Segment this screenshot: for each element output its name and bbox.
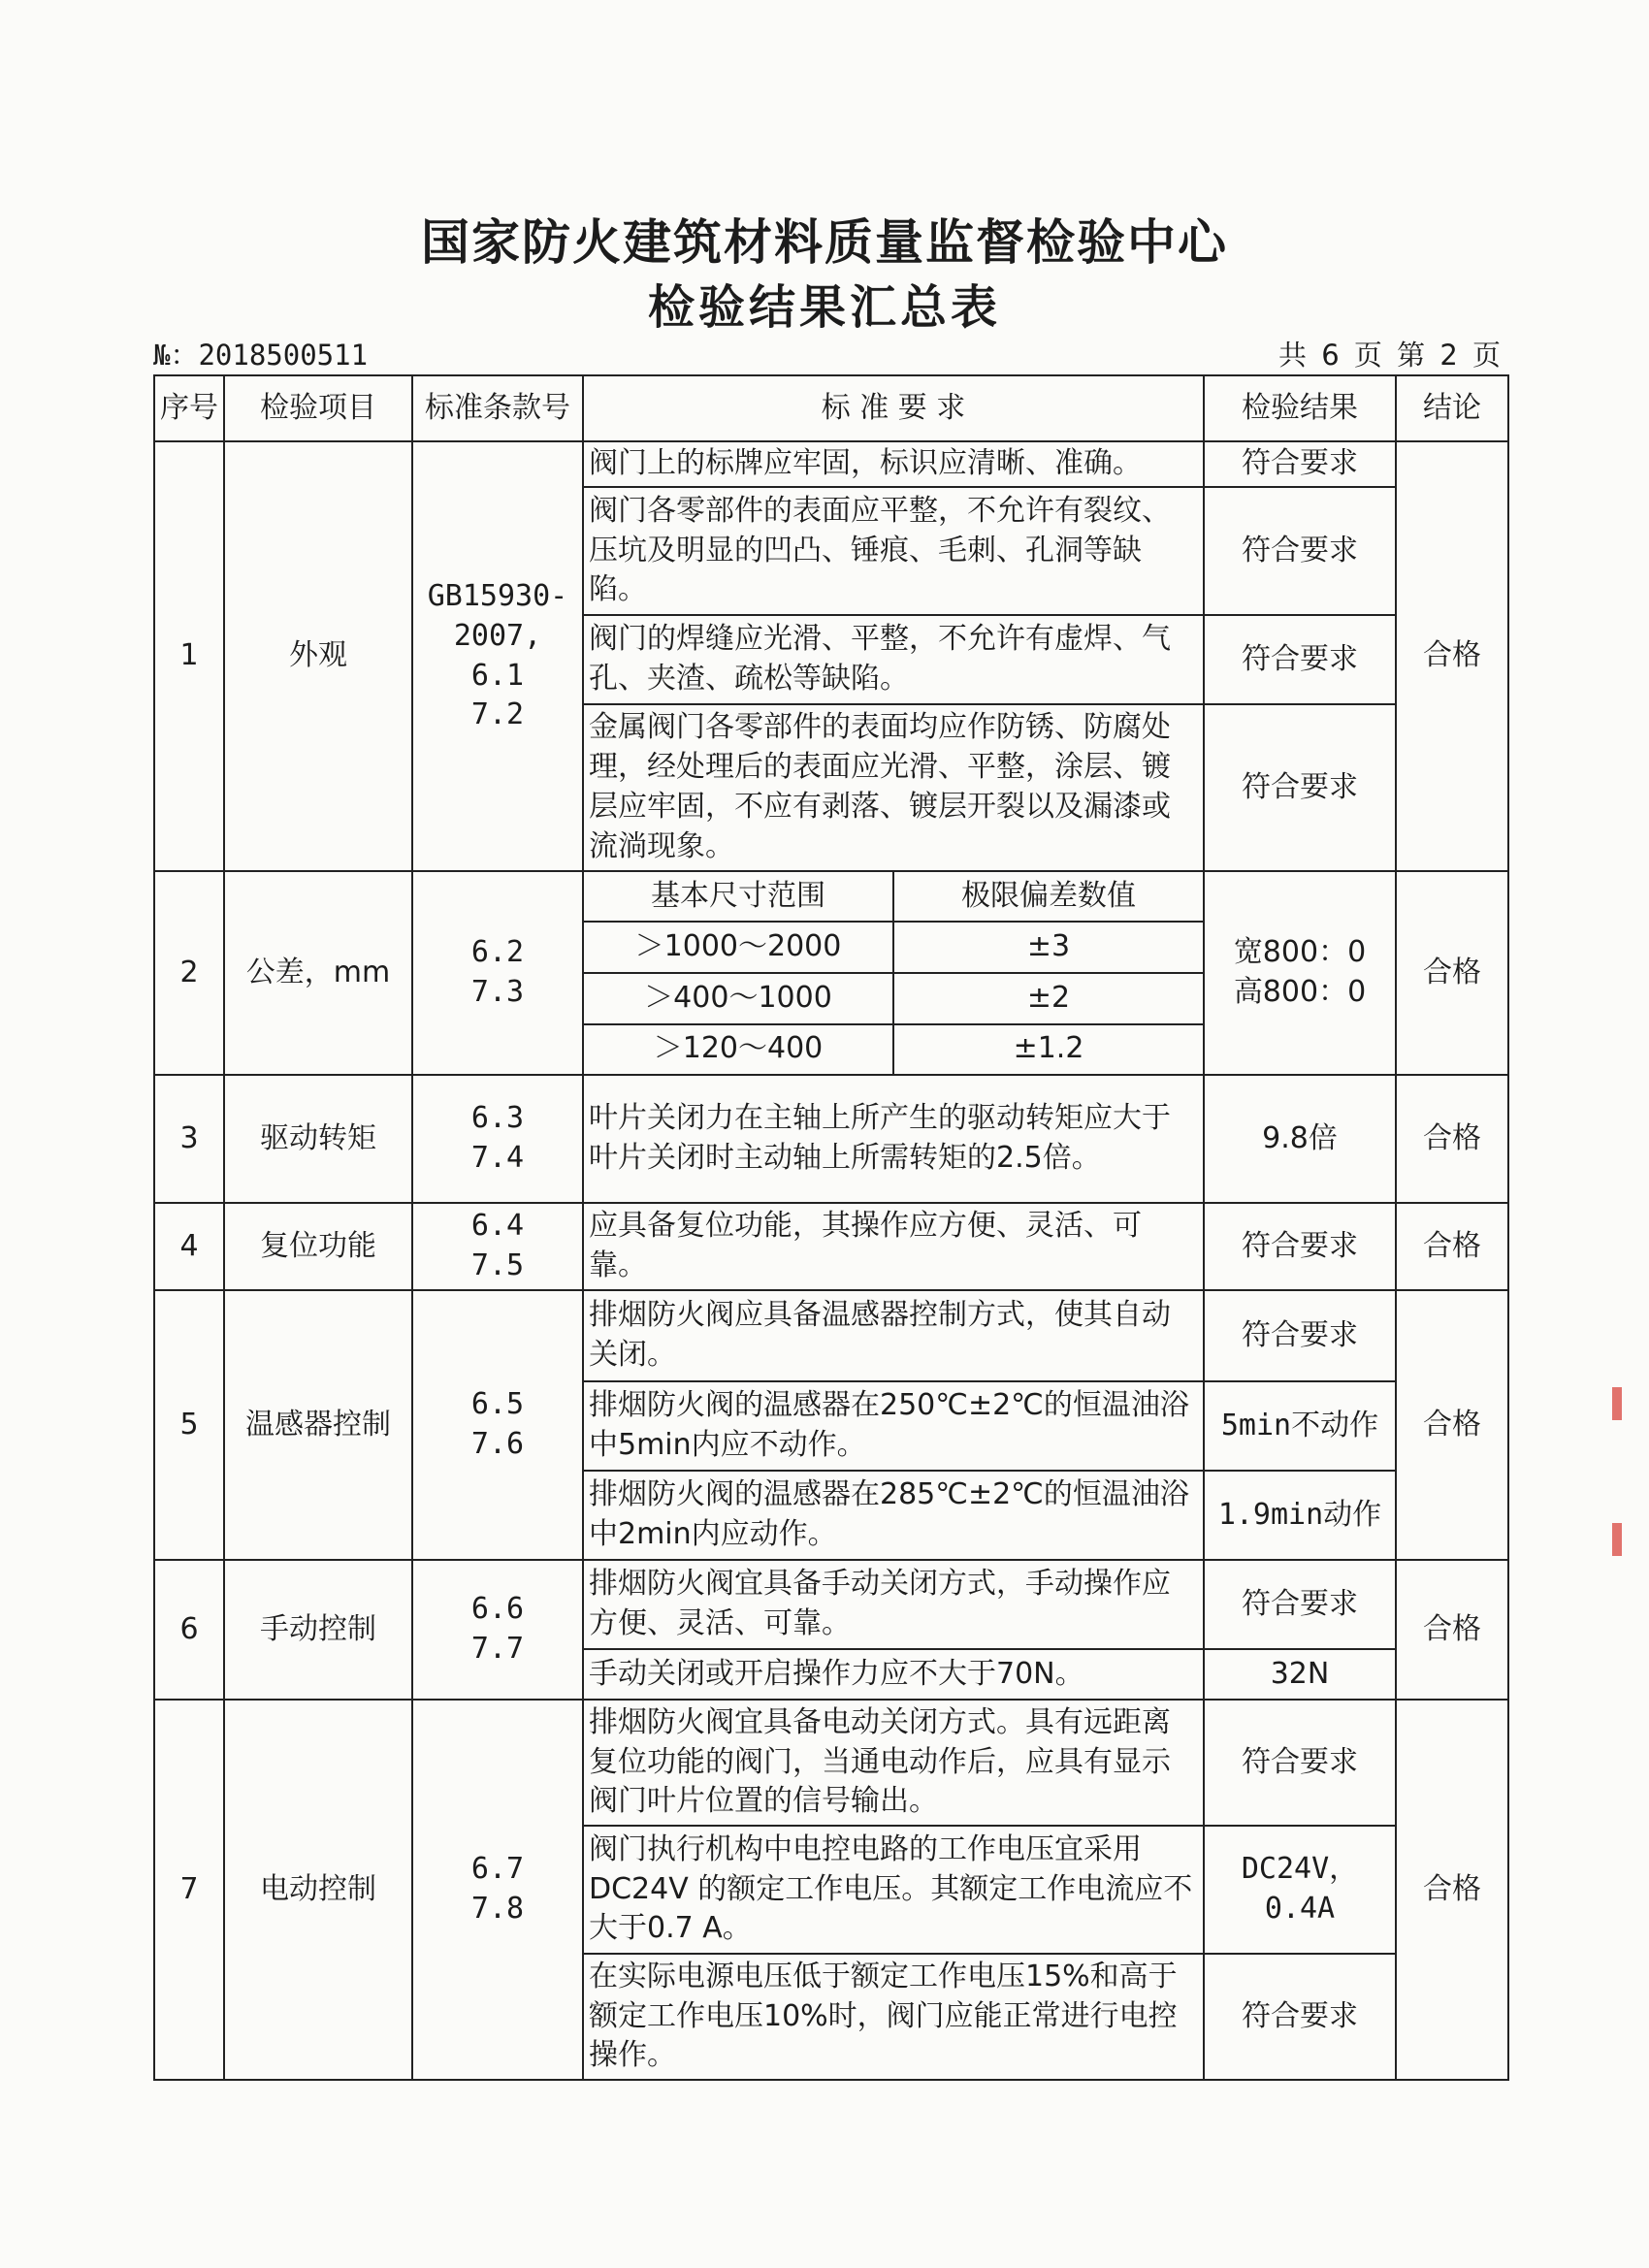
col-header-clause: 标准条款号 (412, 375, 583, 441)
conclusion-value: 合格 (1396, 1075, 1508, 1203)
seal-mark (1612, 1387, 1622, 1420)
item-number: 1 (154, 441, 224, 871)
document-subtitle: 检验结果汇总表 (647, 280, 1001, 335)
result-value: 符合要求 (1204, 487, 1396, 615)
table-row (154, 1203, 1508, 1290)
item-name: 外观 (224, 441, 412, 871)
clause-cell (412, 1560, 583, 1700)
clause-line: 7.3 (470, 975, 525, 1009)
result-value: 符合要求 (1204, 1700, 1396, 1826)
clause-line: 2007, (453, 618, 542, 653)
clause-line: 6.7 (470, 1852, 525, 1887)
requirement-text: 应具备复位功能，其操作应方便、灵活、可靠。 (583, 1203, 1204, 1290)
result-cell (1204, 871, 1396, 1075)
col-header-requirement: 标 准 要 求 (583, 375, 1204, 441)
clause-cell (412, 1075, 583, 1203)
seal-mark (1612, 1523, 1622, 1556)
item-name: 复位功能 (224, 1203, 412, 1290)
clause-line: 6.6 (470, 1592, 525, 1627)
table-header-row (154, 375, 1508, 441)
clause-line: 6.5 (470, 1387, 525, 1422)
clause-cell (412, 1700, 583, 2080)
tolerance-range: ＞120～400 (584, 1024, 893, 1074)
requirement-text: 阀门的焊缝应光滑、平整，不允许有虚焊、气孔、夹渣、疏松等缺陷。 (583, 615, 1204, 704)
result-value: 9.8倍 (1204, 1075, 1396, 1203)
table-row (154, 1700, 1508, 1826)
document-title: 国家防火建筑材料质量监督检验中心 (421, 214, 1228, 271)
requirement-text: 叶片关闭力在主轴上所产生的驱动转矩应大于叶片关闭时主动轴上所需转矩的2.5倍。 (583, 1075, 1204, 1203)
conclusion-value: 合格 (1396, 441, 1508, 871)
results-table (153, 374, 1509, 2081)
item-number: 2 (154, 871, 224, 1075)
result-value: 符合要求 (1204, 615, 1396, 704)
requirement-text: 金属阀门各零部件的表面均应作防锈、防腐处理，经处理后的表面应光滑、平整，涂层、镀层应牢固，不应有剥落、镀层开裂以及漏漆或流淌现象。 (583, 704, 1204, 871)
tolerance-header: 极限偏差数值 (893, 872, 1203, 922)
clause-cell (412, 1203, 583, 1290)
conclusion-value: 合格 (1396, 871, 1508, 1075)
requirement-text: 在实际电源电压低于额定工作电压15%和高于额定工作电压10%时，阀门应能正常进行电控操作。 (583, 1954, 1204, 2080)
tolerance-row (584, 973, 1203, 1024)
clause-line: 7.4 (470, 1141, 525, 1175)
result-value: 符合要求 (1204, 1954, 1396, 2080)
result-value: 符合要求 (1204, 1560, 1396, 1649)
conclusion-value: 合格 (1396, 1290, 1508, 1560)
conclusion-value: 合格 (1396, 1560, 1508, 1700)
clause-line: 6.2 (470, 935, 525, 970)
result-value: 符合要求 (1204, 441, 1396, 487)
clause-line: 7.6 (470, 1427, 525, 1461)
item-number: 6 (154, 1560, 224, 1700)
tolerance-deviation: ±2 (893, 973, 1203, 1024)
table-row (154, 441, 1508, 487)
requirement-text: 阀门执行机构中电控电路的工作电压宜采用 DC24V 的额定工作电压。其额定工作电流应不大于0.7 A。 (583, 1826, 1204, 1954)
report-number: №：2018500511 (153, 339, 369, 372)
requirement-text: 排烟防火阀应具备温感器控制方式，使其自动关闭。 (583, 1290, 1204, 1381)
item-name: 驱动转矩 (224, 1075, 412, 1203)
tolerance-range: ＞1000～2000 (584, 922, 893, 973)
result-value: 32N (1204, 1649, 1396, 1700)
clause-line: 7.8 (470, 1892, 525, 1926)
item-name: 温感器控制 (224, 1290, 412, 1560)
clause-line: 7.2 (470, 697, 525, 732)
clause-cell (412, 441, 583, 871)
clause-cell (412, 1290, 583, 1560)
requirement-text: 排烟防火阀宜具备手动关闭方式，手动操作应方便、灵活、可靠。 (583, 1560, 1204, 1649)
clause-cell (412, 871, 583, 1075)
col-header-result: 检验结果 (1204, 375, 1396, 441)
result-value: 5min不动作 (1204, 1381, 1396, 1471)
result-value: DC24V，0.4A (1204, 1826, 1396, 1954)
conclusion-value: 合格 (1396, 1203, 1508, 1290)
item-number: 7 (154, 1700, 224, 2080)
item-number: 4 (154, 1203, 224, 1290)
item-number: 3 (154, 1075, 224, 1203)
requirement-text: 阀门上的标牌应牢固，标识应清晰、准确。 (583, 441, 1204, 487)
tolerance-header-row (584, 872, 1203, 922)
col-header-item: 检验项目 (224, 375, 412, 441)
clause-line: 7.5 (470, 1248, 525, 1282)
tolerance-deviation: ±1.2 (893, 1024, 1203, 1074)
tolerance-table (584, 872, 1203, 1074)
result-value: 符合要求 (1204, 1203, 1396, 1290)
tolerance-cell (583, 871, 1204, 1075)
item-name: 手动控制 (224, 1560, 412, 1700)
result-value: 符合要求 (1204, 1290, 1396, 1381)
result-value: 符合要求 (1204, 704, 1396, 871)
tolerance-row (584, 922, 1203, 973)
col-header-conclusion: 结论 (1396, 375, 1508, 441)
table-row (154, 1075, 1508, 1203)
clause-line: GB15930- (427, 578, 568, 613)
conclusion-value: 合格 (1396, 1700, 1508, 2080)
tolerance-row (584, 1024, 1203, 1074)
requirement-text: 排烟防火阀宜具备电动关闭方式。具有远距离复位功能的阀门，当通电动作后，应具有显示阀门叶片位置的信号输出。 (583, 1700, 1204, 1826)
item-name: 电动控制 (224, 1700, 412, 2080)
clause-line: 6.1 (470, 658, 525, 693)
requirement-text: 阀门各零部件的表面应平整，不允许有裂纹、压坑及明显的凹凸、锤痕、毛刺、孔洞等缺陷。 (583, 487, 1204, 615)
table-row (154, 871, 1508, 1075)
requirement-text: 排烟防火阀的温感器在285℃±2℃的恒温油浴中2min内应动作。 (583, 1471, 1204, 1560)
col-header-no: 序号 (154, 375, 224, 441)
item-number: 5 (154, 1290, 224, 1560)
clause-line: 6.3 (470, 1101, 525, 1136)
page-indicator: 共 6 页 第 2 页 (1278, 339, 1504, 372)
tolerance-header: 基本尺寸范围 (584, 872, 893, 922)
item-name: 公差，mm (224, 871, 412, 1075)
requirement-text: 手动关闭或开启操作力应不大于70N。 (583, 1649, 1204, 1700)
clause-line: 6.4 (470, 1209, 525, 1244)
result-height: 高800：0 (1233, 975, 1367, 1009)
table-row (154, 1560, 1508, 1649)
result-width: 宽800：0 (1233, 935, 1367, 970)
tolerance-range: ＞400～1000 (584, 973, 893, 1024)
requirement-text: 排烟防火阀的温感器在250℃±2℃的恒温油浴中5min内应不动作。 (583, 1381, 1204, 1471)
tolerance-deviation: ±3 (893, 922, 1203, 973)
table-row (154, 1290, 1508, 1381)
result-value: 1.9min动作 (1204, 1471, 1396, 1560)
clause-line: 7.7 (470, 1632, 525, 1666)
